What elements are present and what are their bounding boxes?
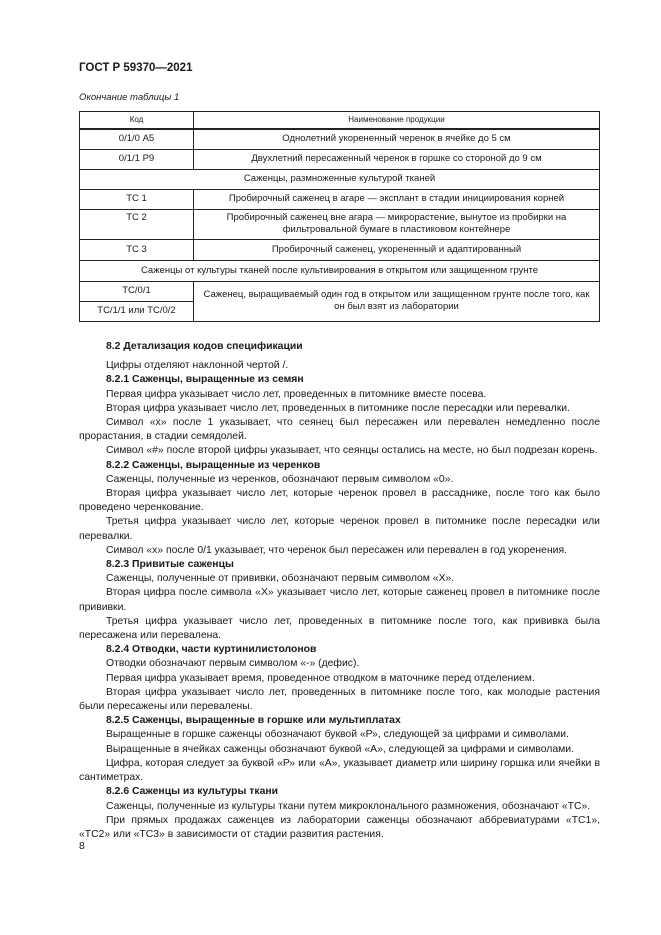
subsection-heading: 8.2.1 Саженцы, выращенные из семян — [106, 374, 304, 386]
subsection-heading: 8.2.2 Саженцы, выращенные из черенков — [106, 459, 321, 471]
product-codes-table — [79, 111, 600, 322]
table-row — [80, 149, 600, 169]
paragraph: Первая цифра указывает время, проведенное отводком в маточнике перед отделением. — [106, 672, 535, 684]
paragraph: Цифры отделяют наклонной чертой /. — [106, 360, 289, 372]
paragraph: Саженцы, полученные из культуры ткани путем микроклонального размножения, обозначают «ТС». — [106, 800, 591, 812]
table-caption: Окончание таблицы 1 — [79, 92, 180, 103]
cell-name: Пробирочный саженец в агаре — эксплант в стадии инициирования корней — [194, 189, 600, 209]
table-section-row — [80, 169, 600, 189]
cell-name: Пробирочный саженец, укорененный и адаптированный — [194, 239, 600, 260]
cell-code: ТС 1 — [80, 189, 194, 209]
cell-code: ТС/0/1 — [80, 281, 194, 301]
paragraph: Вторая цифра указывает число лет, проведенных в питомнике после того, как молодые растения были пересажены или перевалены. — [79, 686, 600, 713]
cell-section: Саженцы, размноженные культурой тканей — [80, 169, 600, 189]
subsection-heading: 8.2.3 Привитые саженцы — [106, 559, 234, 571]
table-row — [80, 209, 600, 239]
cell-code: ТС/1/1 или ТС/0/2 — [80, 301, 194, 321]
section-heading: 8.2 Детализация кодов спецификации — [106, 341, 303, 352]
cell-code: ТС 2 — [80, 209, 194, 239]
table-row — [80, 281, 600, 301]
table-header-row — [80, 112, 600, 130]
paragraph: Саженцы, полученные из черенков, обозначают первым символом «0». — [106, 473, 454, 485]
subsection-heading: 8.2.4 Отводки, части куртинилистолонов — [106, 644, 317, 656]
paragraph: Выращенные в ячейках саженцы обозначают буквой «А», следующей за цифрами и символами. — [106, 743, 574, 755]
paragraph: Отводки обозначают первым символом «-» (дефис). — [106, 658, 360, 670]
paragraph: Вторая цифра указывает число лет, проведенных в питомнике после пересадки или перевалки. — [106, 402, 570, 414]
cell-name: Пробирочный саженец вне агара — микрорастение, вынутое из пробирки на фильтровальной бумаге в пластиковом контейнере — [194, 209, 600, 239]
section-text — [79, 340, 600, 842]
paragraph: Цифра, которая следует за буквой «Р» или «А», указывает диаметр или ширину горшка или ячейки в сантиметрах. — [79, 757, 600, 784]
subsection-heading: 8.2.5 Саженцы, выращенные в горшке или мультиплатах — [106, 715, 401, 727]
paragraph: Символ «x» после 0/1 указывает, что черенок был пересажен или перевален в год укоренения. — [106, 544, 568, 556]
paragraph: Третья цифра указывает число лет, проведенных в питомнике после того, как прививка была пересажена или перевалена. — [79, 615, 600, 642]
subsection-heading: 8.2.6 Саженцы из культуры ткани — [106, 786, 279, 798]
table-row — [80, 189, 600, 209]
table-section-row — [80, 260, 600, 281]
cell-name: Двухлетний пересаженный черенок в горшке со стороной до 9 см — [194, 149, 600, 169]
page-number: 8 — [79, 841, 85, 852]
cell-name: Саженец, выращиваемый один год в открытом или защищенном грунте после того, как он был взят из лаборатории — [194, 281, 600, 321]
paragraph: Третья цифра указывает число лет, которые черенок провел в питомнике после пересадки или перевалки. — [79, 516, 600, 542]
header-code: Код — [80, 112, 194, 130]
table-row — [80, 129, 600, 149]
header-name: Наименование продукции — [194, 112, 600, 130]
paragraph: Вторая цифра указывает число лет, которые черенок провел в рассаднике, после того как было проведено черенкование. — [79, 488, 600, 514]
cell-name: Однолетний укорененный черенок в ячейке до 5 см — [194, 129, 600, 149]
cell-code: ТС 3 — [80, 239, 194, 260]
cell-code: 0/1/1 Р9 — [80, 149, 194, 169]
paragraph: При прямых продажах саженцев из лаборатории саженцы обозначают аббревиатурами «ТС1», «ТС2» или «ТС3» в зависимости от стадии развития растения. — [79, 814, 600, 840]
cell-section: Саженцы от культуры тканей после культивирования в открытом или защищенном грунте — [80, 260, 600, 281]
table-row — [80, 239, 600, 260]
paragraph: Символ «x» после 1 указывает, что сеянец был пересажен или перевален немедленно после прорастания, в стадии семядолей. — [79, 417, 600, 443]
paragraph: Первая цифра указывает число лет, проведенных в питомнике вместе посева. — [106, 388, 487, 400]
cell-code: 0/1/0 А5 — [80, 129, 194, 149]
paragraph: Саженцы, полученные от прививки, обозначают первым символом «X». — [106, 573, 455, 585]
paragraph: Выращенные в горшке саженцы обозначают буквой «Р», следующей за цифрами и символами. — [106, 729, 569, 741]
paragraph: Вторая цифра после символа «X» указывает число лет, которые саженец провел в питомнике после прививки. — [79, 587, 600, 613]
document-header: ГОСТ Р 59370—2021 — [79, 62, 193, 74]
paragraph: Символ «#» после второй цифры указывает, что сеянцы остались на месте, но был подрезан корень. — [106, 445, 598, 457]
